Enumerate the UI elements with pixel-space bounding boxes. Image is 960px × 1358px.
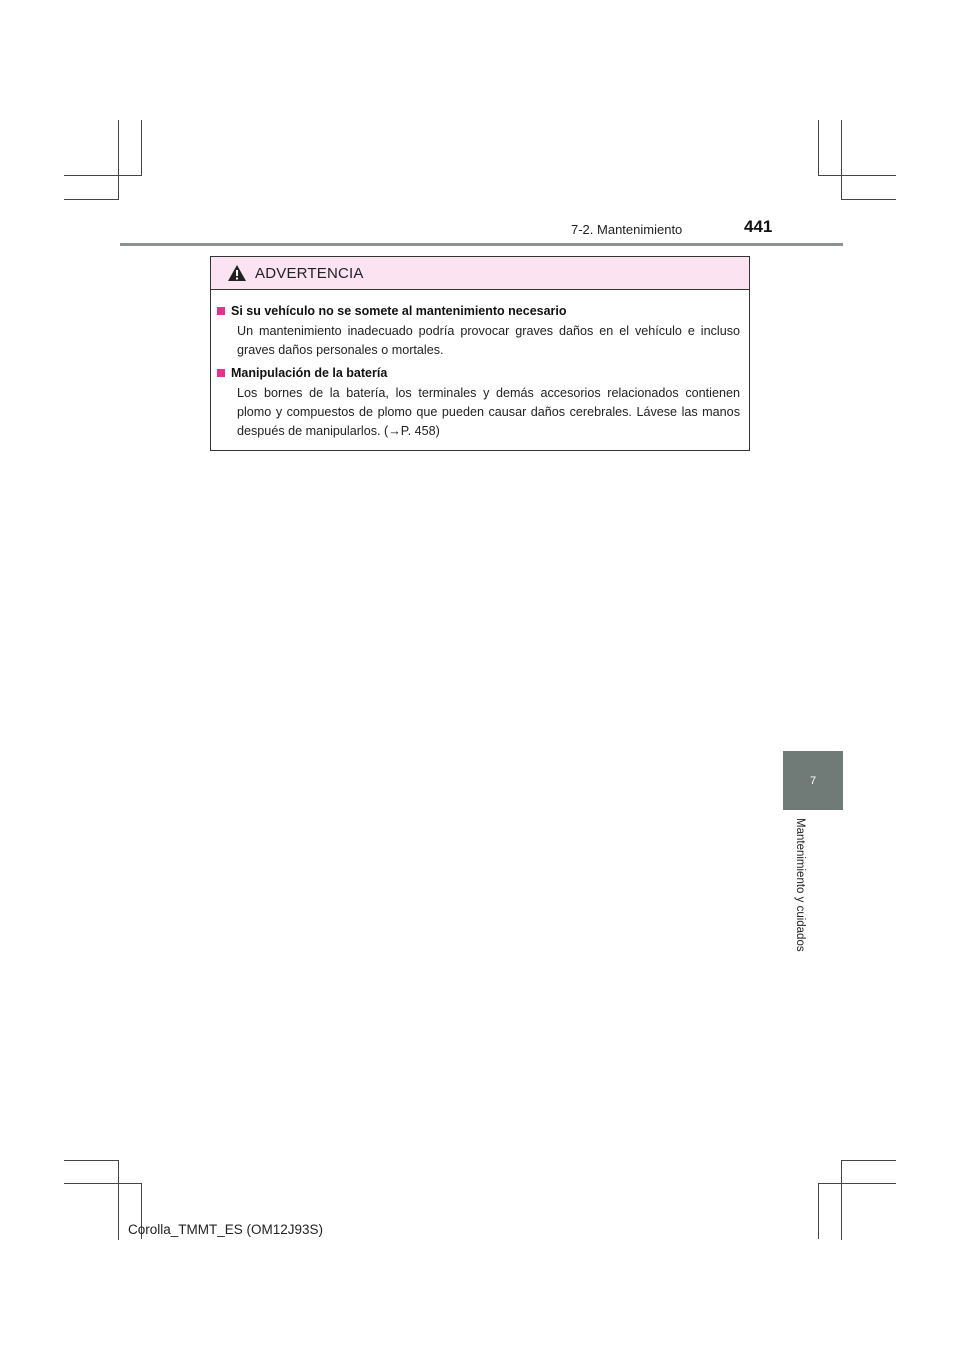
crop-mark bbox=[841, 1160, 896, 1161]
square-bullet-icon bbox=[217, 369, 225, 377]
crop-mark bbox=[841, 1160, 842, 1240]
section-title: 7-2. Mantenimiento bbox=[571, 222, 683, 237]
warning-item-title: Si su vehículo no se somete al mantenimiento necesario bbox=[217, 304, 740, 318]
header-divider bbox=[120, 243, 843, 246]
crop-mark bbox=[818, 1183, 896, 1184]
chapter-tab[interactable] bbox=[783, 751, 843, 810]
crop-mark bbox=[64, 1160, 119, 1161]
crop-mark bbox=[818, 1183, 819, 1239]
warning-body bbox=[211, 290, 749, 441]
chapter-label: Mantenimiento y cuidados bbox=[794, 818, 806, 952]
warning-title: ADVERTENCIA bbox=[255, 264, 364, 282]
footer-document-code: Corolla_TMMT_ES (OM12J93S) bbox=[128, 1222, 324, 1237]
crop-mark bbox=[841, 120, 842, 200]
square-bullet-icon bbox=[217, 307, 225, 315]
crop-mark bbox=[64, 1183, 142, 1184]
crop-mark bbox=[818, 120, 819, 176]
warning-box bbox=[210, 256, 750, 451]
crop-mark bbox=[118, 120, 119, 200]
crop-mark bbox=[64, 199, 119, 200]
crop-mark bbox=[141, 120, 142, 176]
warning-item-text: Los bornes de la batería, los terminales y demás accesorios relacionados contienen plomo y compuestos de plomo que pueden causar daños cerebrales. Lávese las manos después de manipularlos. (→P. 458) bbox=[237, 386, 740, 438]
chapter-number: 7 bbox=[809, 774, 817, 787]
crop-mark bbox=[818, 175, 896, 176]
warning-item-title: Manipulación de la batería bbox=[217, 366, 740, 380]
crop-mark bbox=[64, 175, 142, 176]
warning-triangle-icon bbox=[227, 264, 247, 282]
page-number: 441 bbox=[744, 217, 773, 236]
crop-mark bbox=[841, 199, 896, 200]
crop-mark bbox=[118, 1160, 119, 1240]
warning-header bbox=[211, 257, 749, 290]
warning-item-text: Un mantenimiento inadecuado podría provocar graves daños en el vehículo e incluso graves daños personales o mortales. bbox=[237, 324, 740, 357]
